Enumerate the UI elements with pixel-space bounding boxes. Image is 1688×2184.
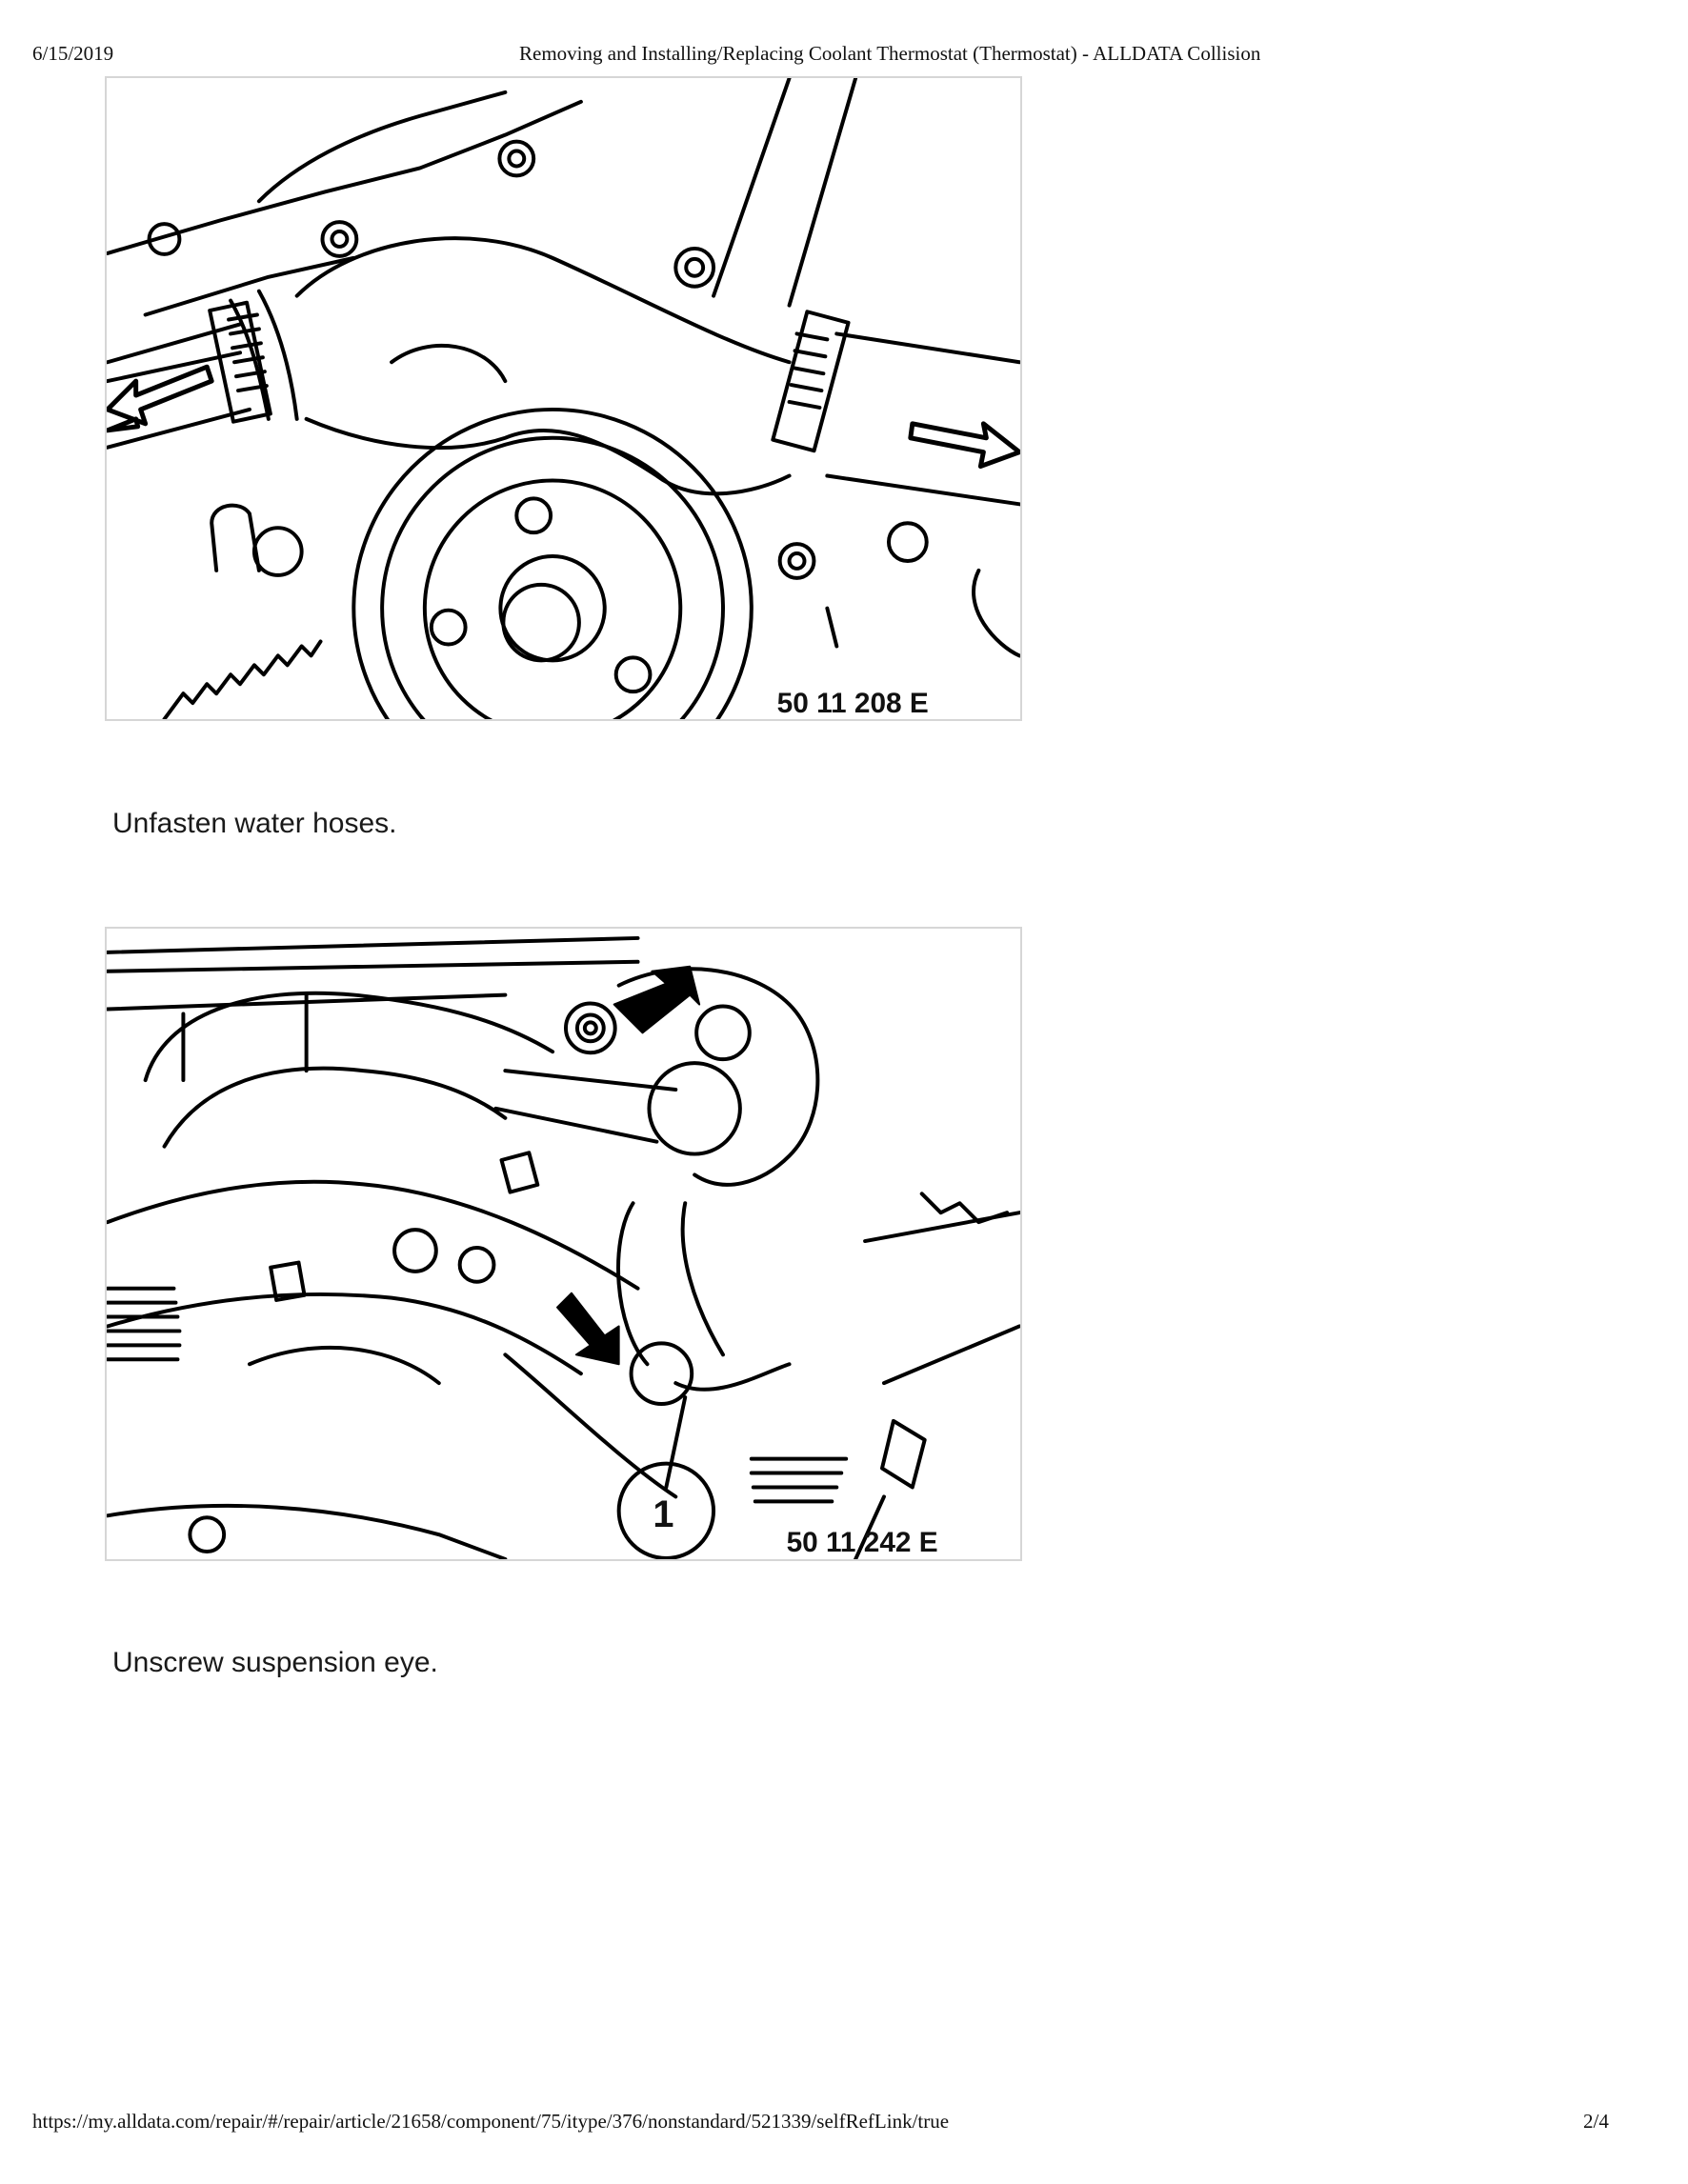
callout-number: 1 <box>653 1493 674 1536</box>
figure-suspension-eye <box>105 927 1022 1561</box>
header-title: Removing and Installing/Replacing Coolant Thermostat (Thermostat) - ALLDATA Collision <box>519 42 1261 65</box>
figure-code-1: 50 11 208 E <box>776 688 929 719</box>
figure-water-hoses-illustration <box>107 78 1020 719</box>
figure-code-2: 50 11 242 E <box>786 1527 938 1559</box>
figure-suspension-eye-illustration <box>107 929 1020 1559</box>
footer-page-number: 2/4 <box>1583 2110 1609 2133</box>
footer-url: https://my.alldata.com/repair/#/repair/article/21658/component/75/itype/376/nonstandard/521339/selfRefLink/true <box>32 2110 950 2133</box>
figure-water-hoses <box>105 76 1022 721</box>
figure-caption-1: Unfasten water hoses. <box>112 808 397 839</box>
header-date: 6/15/2019 <box>32 42 114 65</box>
figure-caption-2: Unscrew suspension eye. <box>112 1647 438 1678</box>
